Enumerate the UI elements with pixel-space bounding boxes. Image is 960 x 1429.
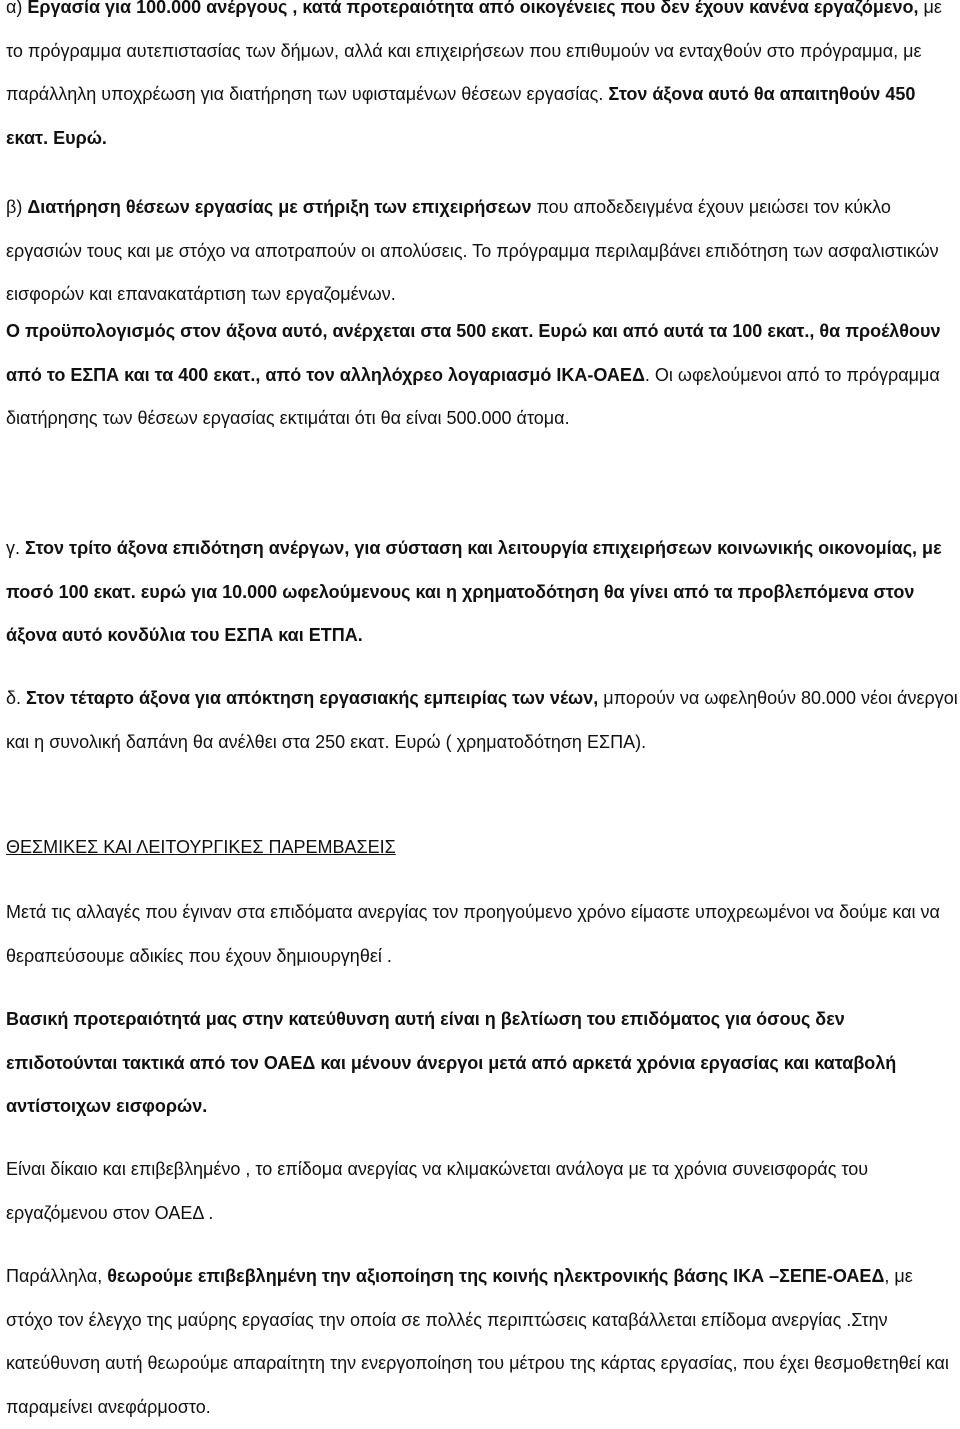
paragraph-priority: Βασική προτεραιότητά μας στην κατεύθυνση αυτή είναι η βελτίωση του επιδόματος για όσους δεν επιδοτούνται τακτικά από τον ΟΑΕΔ και μένουν άνεργοι μετά από αρκετά χρόνια εργασίας και καταβολή αντίστοιχων εισφορών. [6,1009,897,1116]
para-b-bold-lead: Διατήρηση θέσεων εργασίας με στήριξη των επιχειρήσεων [27,197,532,217]
para-d-body: μπορούν να ωφεληθούν 80.000 νέοι άνεργοι και η συνολική δαπάνη θα ανέλθει στα 250 εκατ. Ευρώ ( χρηματοδότηση ΕΣΠΑ). [6,688,958,752]
paragraph-b [6,186,958,317]
para-a-body: με το πρόγραμμα αυτεπιστασίας των δήμων, αλλά και επιχειρήσεων που επιθυμούν να ενταχθούν στο πρόγραμμα, με παράλληλη υποχρέωση για διατήρηση των υφισταμένων θέσεων εργασίας. [6,0,942,104]
para-parallel-lead: Παράλληλα, [6,1266,108,1286]
para-d-marker: δ. [6,688,27,708]
para-c-bold: Στον τρίτο άξονα επιδότηση ανέργων, για σύσταση και λειτουργία επιχειρήσεων κοινωνικής οικονομίας, με ποσό 100 εκατ. ευρώ για 10.000 ωφελούμενους και η χρηματοδότηση θα γίνει από τα προβλεπόμενα στον άξονα αυτό κονδύλια του ΕΣΠΑ και ΕΤΠΑ. [6,538,942,645]
paragraph-changes: Μετά τις αλλαγές που έγιναν στα επιδόματα ανεργίας τον προηγούμενο χρόνο είμαστε υποχρεωμένοι να δούμε και να θεραπεύσουμε αδικίες που έχουν δημιουργηθεί . [6,902,940,966]
paragraph-budget [6,310,958,441]
para-b-body: που αποδεδειγμένα έχουν μειώσει τον κύκλο εργασιών τους και με στόχο να αποτραπούν οι απολύσεις. Το πρόγραμμα περιλαμβάνει επιδότηση των ασφαλιστικών εισφορών και επανακατάρτιση των εργαζομένων. [6,197,939,304]
para-a-bold-lead: Εργασία για 100.000 ανέργους , κατά προτεραιότητα από οικογένειες που δεν έχουν κανένα εργαζόμενο, [27,0,919,17]
paragraph-parallel [6,1255,958,1429]
section-heading: ΘΕΣΜΙΚΕΣ ΚΑΙ ΛΕΙΤΟΥΡΓΙΚΕΣ ΠΑΡΕΜΒΑΣΕΙΣ [6,837,396,857]
para-b-marker: β) [6,197,28,217]
para-budget-body: . Οι ωφελούμενοι από το πρόγραμμα διατήρησης των θέσεων εργασίας εκτιμάται ότι θα είναι 500.000 άτομα. [6,364,940,428]
para-budget-bold: Ο προϋπολογισμός στον άξονα αυτό, ανέρχεται στα 500 εκατ. Ευρώ και από αυτά τα 100 εκατ., θα προέλθουν από το ΕΣΠΑ και τα 400 εκατ., από τον αλληλόχρεο λογαριασμό ΙΚΑ-ΟΑΕΔ [6,321,941,385]
para-a-bold-tail: Στον άξονα αυτό θα απαιτηθούν 450 εκατ. Ευρώ. [6,84,916,148]
paragraph-fair: Είναι δίκαιο και επιβεβλημένο , το επίδομα ανεργίας να κλιμακώνεται ανάλογα με τα χρόνια συνεισφοράς του εργαζόμενου στον ΟΑΕΔ . [6,1159,869,1223]
paragraph-a [6,0,958,160]
para-parallel-bold: θεωρούμε επιβεβλημένη την αξιοποίηση της κοινής ηλεκτρονικής βάσης ΙΚΑ –ΣΕΠΕ-ΟΑΕΔ [107,1266,885,1286]
para-a-marker: α) [6,0,28,17]
paragraph-c [6,527,958,658]
paragraph-d [6,677,958,764]
para-c-marker: γ. [6,538,26,558]
para-d-bold: Στον τέταρτο άξονα για απόκτηση εργασιακής εμπειρίας των νέων, [26,688,599,708]
para-parallel-body: , με στόχο τον έλεγχο της μαύρης εργασίας την οποία σε πολλές περιπτώσεις καταβάλλεται επίδομα ανεργίας .Στην κατεύθυνση αυτή θεωρούμε απαραίτητη την ενεργοποίηση του μέτρου της κάρτας εργασίας, που έχει θεσμοθετηθεί και παραμείνει ανεφάρμοστο. [6,1266,949,1417]
